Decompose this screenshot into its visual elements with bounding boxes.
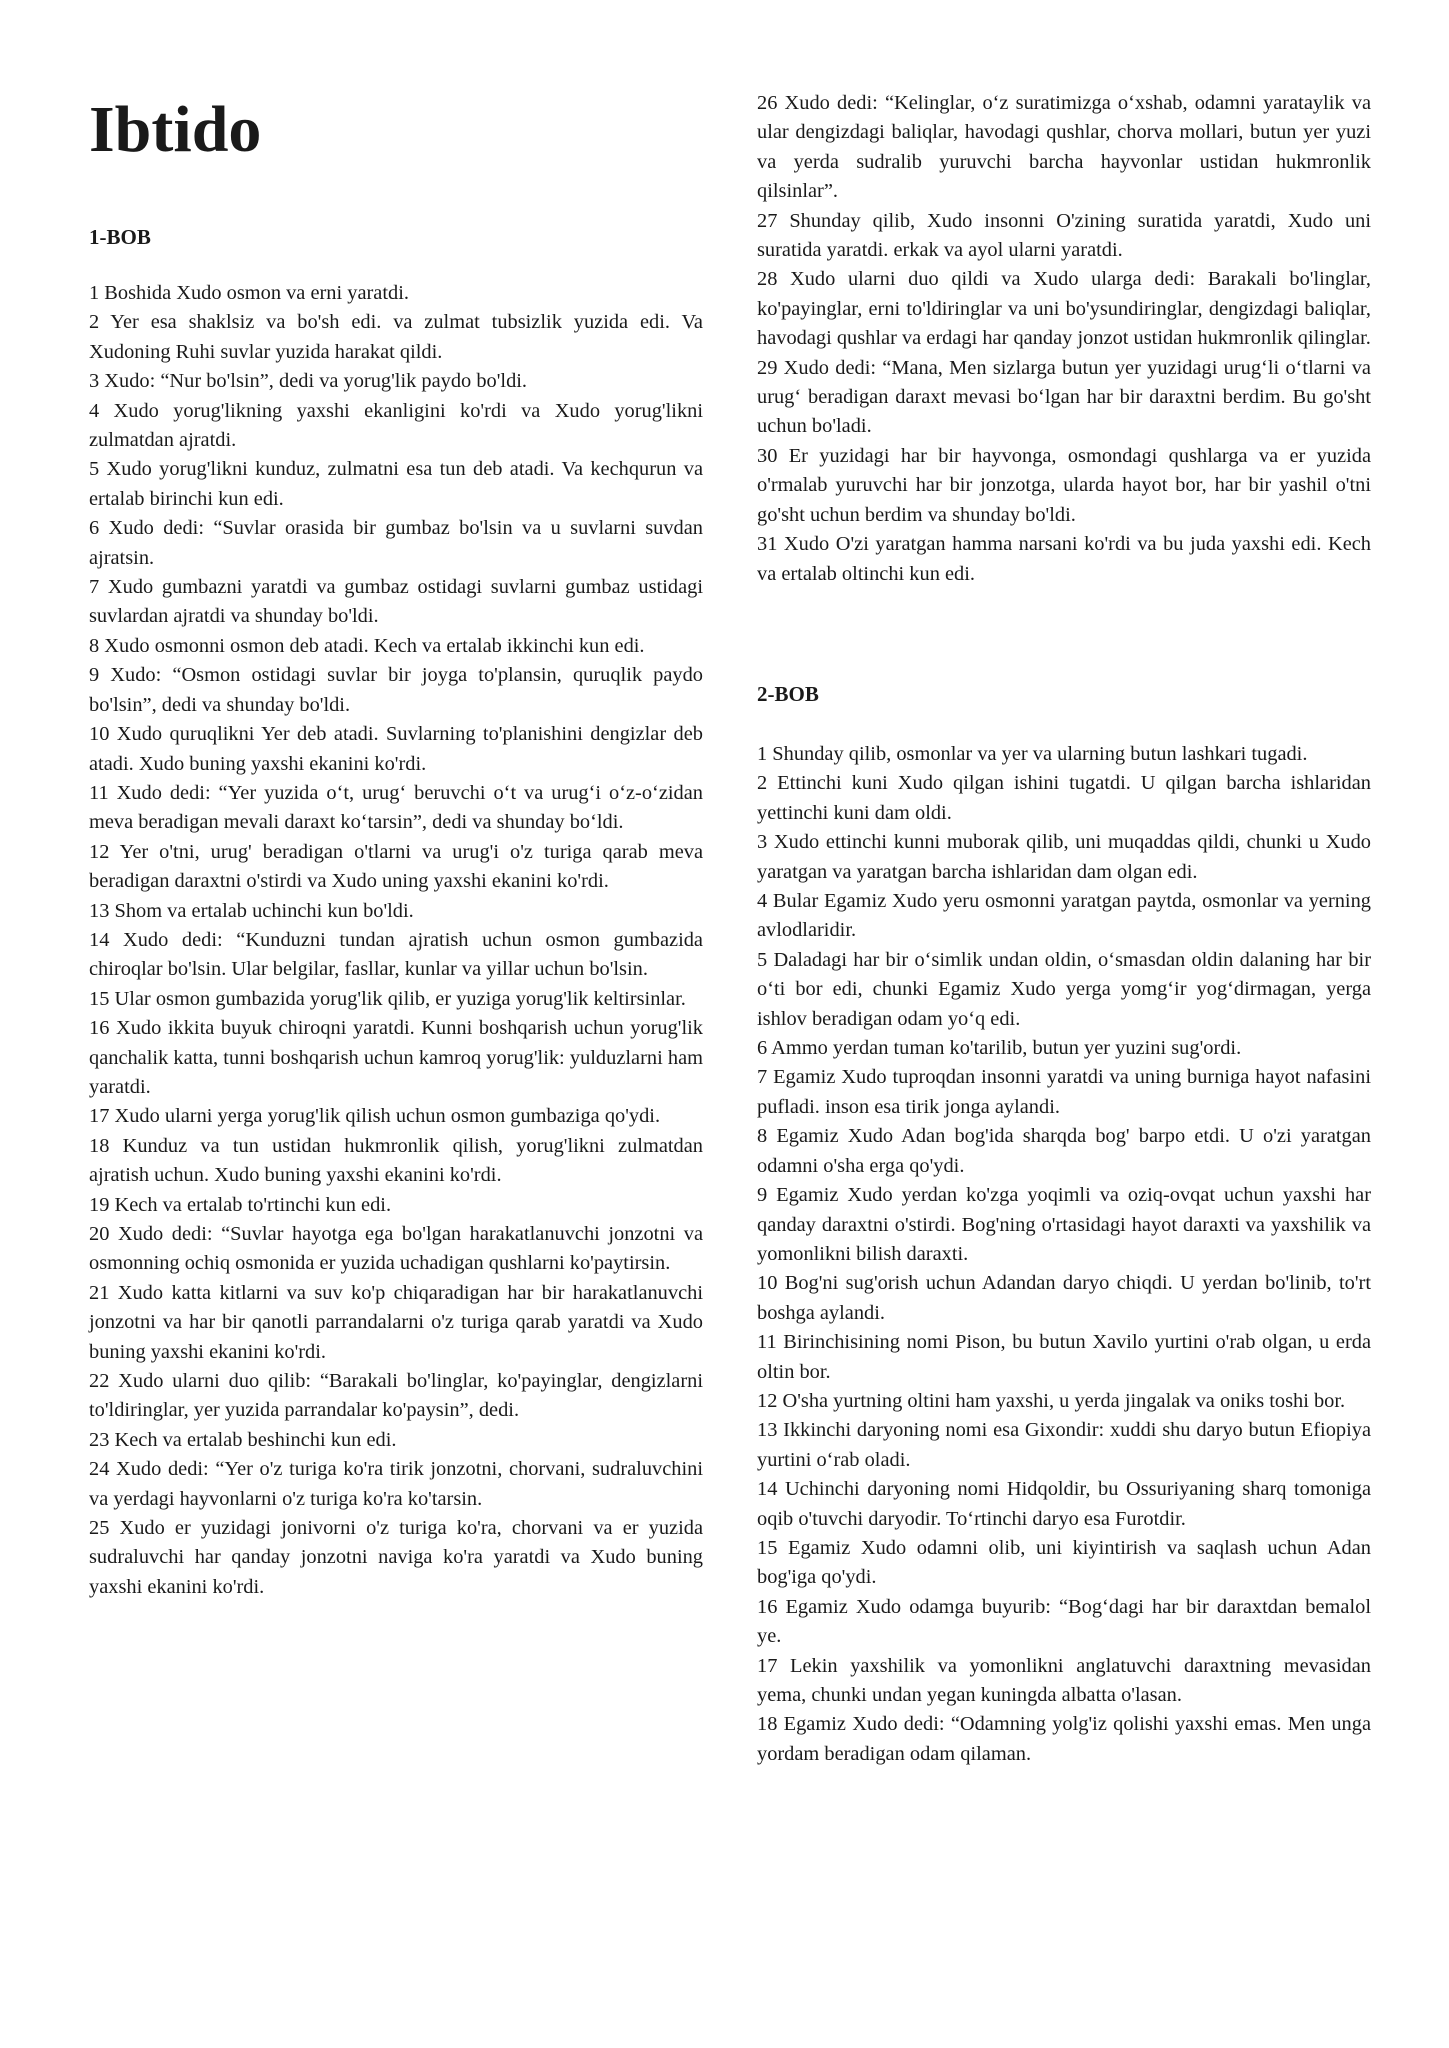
verse-1-16: 16 Xudo ikkita buyuk chiroqni yaratdi. Kunni boshqarish uchun yorug'lik qanchalik katta, tunni boshqarish uchun kamroq yorug'lik: yulduzlarni ham yaratdi. (89, 1017, 703, 1098)
verse-2-9: 9 Egamiz Xudo yerdan ko'zga yoqimli va oziq-ovqat uchun yaxshi har qanday daraxtni o'stirdi. Bog'ning o'rtasidagi hayot daraxti va yaxshilik va yomonlikni bilish daraxti. (757, 1184, 1371, 1265)
verse-1-22: 22 Xudo ularni duo qilib: “Barakali bo'linglar, ko'payinglar, dengizlarni to'ldiringlar, yer yuzida parrandalar ko'paysin”, dedi. (89, 1370, 703, 1422)
verse-2-3: 3 Xudo ettinchi kunni muborak qilib, uni muqaddas qildi, chunki u Xudo yaratgan va yaratgan barcha ishlaridan dam olgan edi. (757, 831, 1371, 883)
verse-1-4: 4 Xudo yorug'likning yaxshi ekanligini ko'rdi va Xudo yorug'likni zulmatdan ajratdi. (89, 399, 703, 452)
verse-2-1: 1 Shunday qilib, osmonlar va yer va ularning butun lashkari tugadi. (757, 743, 1308, 765)
verse-1-2: 2 Yer esa shaklsiz va bo'sh edi. va zulmat tubsizlik yuzida edi. Va Xudoning Ruhi suvlar yuzida harakat qildi. (89, 311, 703, 363)
verse-2-17: 17 Lekin yaxshilik va yomonlikni anglatuvchi daraxtning mevasidan yema, chunki undan yegan kuningda albatta o'lasan. (757, 1654, 1371, 1706)
chapter-2-verses-column (757, 740, 1371, 1769)
verse-2-7: 7 Egamiz Xudo tuproqdan insonni yaratdi va uning burniga hayot nafasini pufladi. inson esa tirik jonga aylandi. (757, 1066, 1371, 1118)
verse-1-21: 21 Xudo katta kitlarni va suv ko'p chiqaradigan har bir harakatlanuvchi jonzotni va har bir qanotli parrandalarni o'z turiga qarab yaratdi va Xudo buning yaxshi ekanini ko'rdi. (89, 1281, 703, 1363)
verse-1-5: 5 Xudo yorug'likni kunduz, zulmatni esa tun deb atadi. Va kechqurun va ertalab birinchi kun edi. (89, 458, 703, 510)
verse-1-25: 25 Xudo er yuzidagi jonivorni o'z turiga ko'ra, chorvani va er yuzida sudraluvchi har qanday jonzotni naviga ko'ra yaratdi va Xudo buning yaxshi ekanini ko'rdi. (89, 1517, 703, 1598)
verse-2-8: 8 Egamiz Xudo Adan bog'ida sharqda bog' barpo etdi. U o'zi yaratgan odamni o'sha erga qo'ydi. (757, 1125, 1371, 1177)
verse-2-14: 14 Uchinchi daryoning nomi Hidqoldir, bu Ossuriyaning sharq tomoniga oqib o'tuvchi daryodir. To‘rtinchi daryo esa Furotdir. (757, 1478, 1371, 1530)
verse-2-16: 16 Egamiz Xudo odamga buyurib: “Bog‘dagi har bir daraxtdan bemalol ye. (757, 1595, 1371, 1648)
verse-1-14: 14 Xudo dedi: “Kunduzni tundan ajratish uchun osmon gumbazida chiroqlar bo'lsin. Ular belgilar, fasllar, kunlar va yillar uchun bo'lsin. (89, 928, 703, 981)
verse-2-4: 4 Bular Egamiz Xudo yeru osmonni yaratgan paytda, osmonlar va yerning avlodlaridir. (757, 890, 1371, 942)
verse-1-30: 30 Er yuzidagi har bir hayvonga, osmondagi qushlarga va er yuzida o'rmalab yuruvchi har bir jonzotga, ularda hayot bor, har bir yashil o'tni go'sht uchun berdim va shunday bo'ldi. (757, 444, 1371, 526)
verse-1-7: 7 Xudo gumbazni yaratdi va gumbaz ostidagi suvlarni gumbaz ustidagi suvlardan ajratdi va shunday bo'ldi. (89, 576, 703, 628)
verse-2-13: 13 Ikkinchi daryoning nomi esa Gixondir: xuddi shu daryo butun Efiopiya yurtini o‘rab oladi. (757, 1419, 1371, 1471)
verse-1-12: 12 Yer o'tni, urug' beradigan o'tlarni va urug'i o'z turiga qarab meva beradigan daraxtni o'stirdi va Xudo uning yaxshi ekanini ko'rdi. (89, 840, 703, 893)
chapter-heading-1: 1-BOB (89, 225, 151, 249)
chapter-1-verses-column-right (757, 89, 1371, 589)
verse-1-10: 10 Xudo quruqlikni Yer deb atadi. Suvlarning to'planishini dengizlar deb atadi. Xudo buning yaxshi ekanini ko'rdi. (89, 723, 703, 775)
verse-1-23: 23 Kech va ertalab beshinchi kun edi. (89, 1428, 397, 1451)
verse-1-18: 18 Kunduz va tun ustidan hukmronlik qilish, yorug'likni zulmatdan ajratish uchun. Xudo buning yaxshi ekanini ko'rdi. (89, 1134, 703, 1187)
verse-2-6: 6 Ammo yerdan tuman ko'tarilib, butun yer yuzini sug'ordi. (757, 1037, 1242, 1060)
chapter-heading-2: 2-BOB (757, 682, 819, 706)
verse-1-17: 17 Xudo ularni yerga yorug'lik qilish uchun osmon gumbaziga qo'ydi. (89, 1105, 661, 1128)
verse-2-10: 10 Bog'ni sug'orish uchun Adandan daryo chiqdi. U yerdan bo'linib, to'rt boshga aylandi. (757, 1272, 1371, 1324)
verse-1-26: 26 Xudo dedi: “Kelinglar, o‘z suratimizga o‘xshab, odamni yarataylik va ular dengizdagi baliqlar, havodagi qushlar, chorva mollari, butun yer yuzi va yerda sudralib yuruvchi barcha hayvonlar ustidan hukmronlik qilsinlar”. (757, 92, 1371, 203)
verse-1-1: 1 Boshida Xudo osmon va erni yaratdi. (89, 282, 409, 304)
verse-2-2: 2 Ettinchi kuni Xudo qilgan ishini tugatdi. U qilgan barcha ishlaridan yettinchi kuni dam oldi. (757, 772, 1371, 824)
verse-1-8: 8 Xudo osmonni osmon deb atadi. Kech va ertalab ikkinchi kun edi. (89, 634, 645, 657)
verse-1-3: 3 Xudo: “Nur bo'lsin”, dedi va yorug'lik paydo bo'ldi. (89, 370, 528, 393)
verse-1-13: 13 Shom va ertalab uchinchi kun bo'ldi. (89, 899, 414, 922)
verse-1-24: 24 Xudo dedi: “Yer o'z turiga ko'ra tirik jonzotni, chorvani, sudraluvchini va yerdagi hayvonlarni o'z turiga ko'ra ko'tarsin. (89, 1458, 703, 1510)
verse-1-11: 11 Xudo dedi: “Yer yuzida o‘t, urug‘ beruvchi o‘t va urug‘i o‘z-o‘zidan meva beradigan mevali daraxt ko‘tarsin”, dedi va shunday bo‘ldi. (89, 781, 703, 834)
verse-2-15: 15 Egamiz Xudo odamni olib, uni kiyintirish va saqlash uchun Adan bog'iga qo'ydi. (757, 1536, 1371, 1589)
verse-1-15: 15 Ular osmon gumbazida yorug'lik qilib, er yuziga yorug'lik keltirsinlar. (89, 987, 686, 1010)
verse-1-28: 28 Xudo ularni duo qildi va Xudo ularga dedi: Barakali bo'linglar, ko'payinglar, erni to'ldiringlar va uni bo'ysundiringlar, dengizdagi baliqlar, havodagi qushlar va erdagi har qanday jonzot ustidan hukmronlik qilinglar. (757, 268, 1371, 350)
document-title: Ibtido (89, 93, 262, 166)
verse-1-31: 31 Xudo O'zi yaratgan hamma narsani ko'rdi va bu juda yaxshi edi. Kech va ertalab oltinchi kun edi. (757, 533, 1371, 585)
verse-1-27: 27 Shunday qilib, Xudo insonni O'zining suratida yaratdi, Xudo uni suratida yaratdi. erkak va ayol ularni yaratdi. (757, 209, 1371, 262)
verse-1-6: 6 Xudo dedi: “Suvlar orasida bir gumbaz bo'lsin va u suvlarni suvdan ajratsin. (89, 517, 703, 569)
verse-2-5: 5 Daladagi har bir o‘simlik undan oldin, o‘smasdan oldin dalaning har bir o‘ti bor edi, chunki Egamiz Xudo yerga yomg‘ir yog‘dirmagan, yerga ishlov beradigan odam yo‘q edi. (757, 948, 1371, 1030)
verse-1-9: 9 Xudo: “Osmon ostidagi suvlar bir joyga to'plansin, quruqlik paydo bo'lsin”, dedi va shunday bo'ldi. (89, 664, 703, 716)
verse-1-19: 19 Kech va ertalab to'rtinchi kun edi. (89, 1193, 392, 1216)
verse-2-12: 12 O'sha yurtning oltini ham yaxshi, u yerda jingalak va oniks toshi bor. (757, 1389, 1346, 1412)
verse-1-29: 29 Xudo dedi: “Mana, Men sizlarga butun yer yuzidagi urug‘li o‘tlarni va urug‘ beradigan daraxt mevasi bo‘lgan har bir daraxtni berdim. Bu go'sht uchun bo'ladi. (757, 356, 1371, 438)
verse-2-11: 11 Birinchisining nomi Pison, bu butun Xavilo yurtini o'rab olgan, u erda oltin bor. (757, 1331, 1371, 1383)
verse-1-20: 20 Xudo dedi: “Suvlar hayotga ega bo'lgan harakatlanuvchi jonzotni va osmonning ochiq osmonida er yuzida uchadigan qushlarni ko'paytirsin. (89, 1223, 703, 1275)
verse-2-18: 18 Egamiz Xudo dedi: “Odamning yolg'iz qolishi yaxshi emas. Men unga yordam beradigan odam qilaman. (757, 1713, 1371, 1765)
chapter-1-verses-column-left (89, 279, 703, 1602)
